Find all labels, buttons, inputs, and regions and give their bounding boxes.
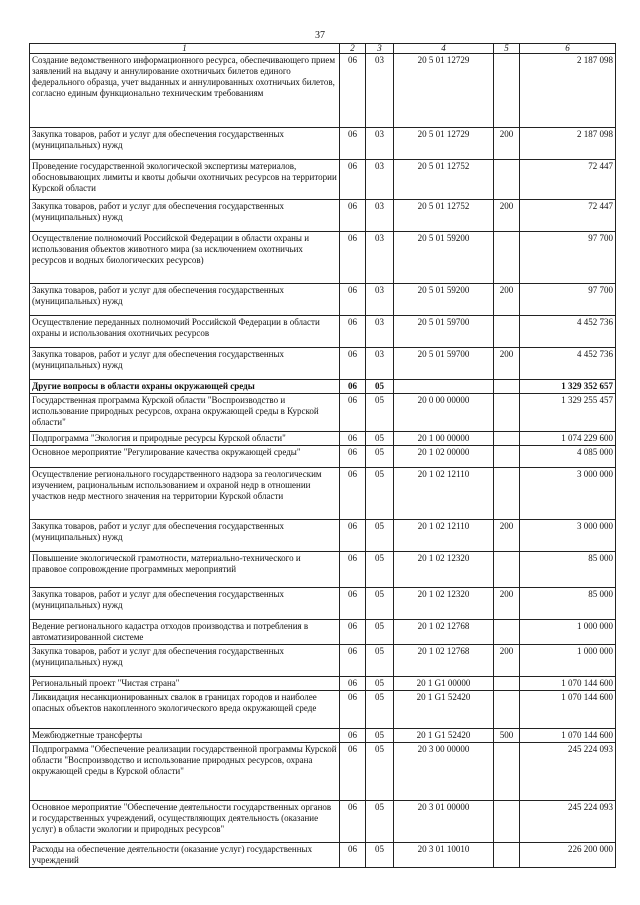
header-col-6: 6 <box>520 44 616 54</box>
row-subsection-cell: 05 <box>366 432 394 446</box>
header-col-5: 5 <box>494 44 520 54</box>
row-name-cell: Закупка товаров, работ и услуг для обеспечения государственных (муниципальных) нужд <box>30 645 340 677</box>
row-section-cell: 06 <box>340 380 366 394</box>
row-section-cell: 06 <box>340 520 366 552</box>
row-amount-cell: 2 187 098 <box>520 54 616 128</box>
row-subsection-cell: 03 <box>366 232 394 284</box>
row-target-article-cell: 20 5 01 59200 <box>394 284 494 316</box>
row-target-article-cell: 20 1 00 00000 <box>394 432 494 446</box>
row-subsection-cell: 03 <box>366 54 394 128</box>
table-row <box>30 801 616 843</box>
row-subsection-cell: 03 <box>366 348 394 380</box>
row-expense-type-cell: 200 <box>494 348 520 380</box>
row-name-cell: Закупка товаров, работ и услуг для обеспечения государственных (муниципальных) нужд <box>30 588 340 620</box>
row-name-cell: Региональный проект "Чистая страна" <box>30 677 340 691</box>
table-row <box>30 348 616 380</box>
row-expense-type-cell <box>494 380 520 394</box>
row-subsection-cell: 05 <box>366 520 394 552</box>
row-section-cell: 06 <box>340 691 366 729</box>
row-section-cell: 06 <box>340 743 366 801</box>
row-section-cell: 06 <box>340 128 366 160</box>
row-expense-type-cell <box>494 677 520 691</box>
row-target-article-cell <box>394 380 494 394</box>
row-name-cell: Основное мероприятие "Обеспечение деятельности государственных органов и государственных учреждений, осуществляющих деятельность (оказание услуг) в области экологии и природных ресурсов" <box>30 801 340 843</box>
row-amount-cell: 245 224 093 <box>520 801 616 843</box>
row-target-article-cell: 20 1 02 00000 <box>394 446 494 468</box>
row-subsection-cell: 05 <box>366 729 394 743</box>
row-target-article-cell: 20 3 01 00000 <box>394 801 494 843</box>
row-section-cell: 06 <box>340 552 366 588</box>
row-section-cell: 06 <box>340 232 366 284</box>
row-amount-cell: 1 000 000 <box>520 620 616 645</box>
row-amount-cell: 1 070 144 600 <box>520 691 616 729</box>
row-amount-cell: 4 452 736 <box>520 316 616 348</box>
table-row <box>30 54 616 128</box>
table-row <box>30 677 616 691</box>
row-name-cell: Подпрограмма "Обеспечение реализации государственной программы Курской области "Воспроизводство и использование природных ресурсов, охрана окружающей среды в Курской области" <box>30 743 340 801</box>
row-subsection-cell: 05 <box>366 645 394 677</box>
table-row <box>30 200 616 232</box>
row-name-cell: Закупка товаров, работ и услуг для обеспечения государственных (муниципальных) нужд <box>30 200 340 232</box>
row-target-article-cell: 20 5 01 12752 <box>394 200 494 232</box>
row-expense-type-cell <box>494 316 520 348</box>
row-expense-type-cell <box>494 54 520 128</box>
row-target-article-cell: 20 5 01 12752 <box>394 160 494 200</box>
row-amount-cell: 226 200 000 <box>520 843 616 868</box>
row-name-cell: Закупка товаров, работ и услуг для обеспечения государственных (муниципальных) нужд <box>30 284 340 316</box>
row-expense-type-cell: 200 <box>494 284 520 316</box>
row-target-article-cell: 20 3 00 00000 <box>394 743 494 801</box>
row-subsection-cell: 05 <box>366 743 394 801</box>
header-row <box>30 44 616 54</box>
row-name-cell: Создание ведомственного информационного ресурса, обеспечивающего прием заявлений на выдачу и аннулирование охотничьих билетов единого федерального образца, учет выданных и аннулированных охотничьих билетов, согласно единым функционально техническим требованиям <box>30 54 340 128</box>
row-subsection-cell: 03 <box>366 128 394 160</box>
header-col-4: 4 <box>394 44 494 54</box>
row-expense-type-cell <box>494 552 520 588</box>
row-amount-cell: 4 085 000 <box>520 446 616 468</box>
row-amount-cell: 3 000 000 <box>520 468 616 520</box>
row-amount-cell: 1 329 255 457 <box>520 394 616 432</box>
row-section-cell: 06 <box>340 394 366 432</box>
row-amount-cell: 97 700 <box>520 232 616 284</box>
row-name-cell: Ведение регионального кадастра отходов производства и потребления в автоматизированной системе <box>30 620 340 645</box>
row-subsection-cell: 05 <box>366 843 394 868</box>
row-expense-type-cell: 200 <box>494 520 520 552</box>
row-subsection-cell: 03 <box>366 284 394 316</box>
row-section-cell: 06 <box>340 54 366 128</box>
row-expense-type-cell <box>494 446 520 468</box>
row-section-cell: 06 <box>340 645 366 677</box>
row-subsection-cell: 03 <box>366 160 394 200</box>
row-amount-cell: 1 329 352 657 <box>520 380 616 394</box>
row-name-cell: Повышение экологической грамотности, материально-технического и правовое сопровождение программных мероприятий <box>30 552 340 588</box>
table-row <box>30 128 616 160</box>
row-expense-type-cell: 200 <box>494 200 520 232</box>
row-section-cell: 06 <box>340 801 366 843</box>
page-number: 37 <box>315 30 325 41</box>
table-row <box>30 380 616 394</box>
row-expense-type-cell <box>494 468 520 520</box>
row-subsection-cell: 05 <box>366 446 394 468</box>
table-row <box>30 729 616 743</box>
row-section-cell: 06 <box>340 588 366 620</box>
row-section-cell: 06 <box>340 284 366 316</box>
row-name-cell: Расходы на обеспечение деятельности (оказание услуг) государственных учреждений <box>30 843 340 868</box>
budget-table <box>29 43 616 868</box>
row-target-article-cell: 20 3 01 10010 <box>394 843 494 868</box>
row-name-cell: Другие вопросы в области охраны окружающей среды <box>30 380 340 394</box>
row-section-cell: 06 <box>340 160 366 200</box>
row-name-cell: Ликвидация несанкционированных свалок в границах городов и наиболее опасных объектов накопленного экологического вреда окружающей среде <box>30 691 340 729</box>
row-target-article-cell: 20 5 01 12729 <box>394 128 494 160</box>
row-expense-type-cell <box>494 843 520 868</box>
row-target-article-cell: 20 1 02 12768 <box>394 620 494 645</box>
table-row <box>30 620 616 645</box>
header-col-1: 1 <box>30 44 340 54</box>
table-row <box>30 160 616 200</box>
row-target-article-cell: 20 5 01 59700 <box>394 348 494 380</box>
row-subsection-cell: 05 <box>366 801 394 843</box>
row-amount-cell: 1 070 144 600 <box>520 677 616 691</box>
row-subsection-cell: 03 <box>366 316 394 348</box>
row-name-cell: Закупка товаров, работ и услуг для обеспечения государственных (муниципальных) нужд <box>30 520 340 552</box>
row-section-cell: 06 <box>340 348 366 380</box>
row-target-article-cell: 20 5 01 59200 <box>394 232 494 284</box>
row-section-cell: 06 <box>340 843 366 868</box>
row-amount-cell: 72 447 <box>520 160 616 200</box>
row-expense-type-cell: 500 <box>494 729 520 743</box>
row-section-cell: 06 <box>340 446 366 468</box>
table-row <box>30 691 616 729</box>
row-target-article-cell: 20 5 01 59700 <box>394 316 494 348</box>
table-row <box>30 232 616 284</box>
table-row <box>30 468 616 520</box>
row-subsection-cell: 05 <box>366 620 394 645</box>
row-subsection-cell: 05 <box>366 588 394 620</box>
row-expense-type-cell: 200 <box>494 645 520 677</box>
row-section-cell: 06 <box>340 316 366 348</box>
row-subsection-cell: 05 <box>366 380 394 394</box>
row-amount-cell: 1 070 144 600 <box>520 729 616 743</box>
header-col-3: 3 <box>366 44 394 54</box>
row-name-cell: Основное мероприятие "Регулирование качества окружающей среды" <box>30 446 340 468</box>
table-row <box>30 843 616 868</box>
table-row <box>30 743 616 801</box>
row-subsection-cell: 05 <box>366 691 394 729</box>
table-row <box>30 284 616 316</box>
row-amount-cell: 72 447 <box>520 200 616 232</box>
row-target-article-cell: 20 5 01 12729 <box>394 54 494 128</box>
row-amount-cell: 97 700 <box>520 284 616 316</box>
row-target-article-cell: 20 1 G1 52420 <box>394 691 494 729</box>
table-row <box>30 394 616 432</box>
row-expense-type-cell: 200 <box>494 128 520 160</box>
row-amount-cell: 245 224 093 <box>520 743 616 801</box>
table-row <box>30 645 616 677</box>
row-section-cell: 06 <box>340 677 366 691</box>
row-target-article-cell: 20 1 02 12110 <box>394 468 494 520</box>
row-section-cell: 06 <box>340 432 366 446</box>
row-expense-type-cell <box>494 232 520 284</box>
row-name-cell: Проведение государственной экологической экспертизы материалов, обосновывающих лимиты и квоты добычи охотничьих ресурсов на территории Курской области <box>30 160 340 200</box>
row-target-article-cell: 20 1 02 12320 <box>394 588 494 620</box>
row-expense-type-cell <box>494 691 520 729</box>
row-amount-cell: 85 000 <box>520 552 616 588</box>
row-amount-cell: 1 000 000 <box>520 645 616 677</box>
row-target-article-cell: 20 0 00 00000 <box>394 394 494 432</box>
row-subsection-cell: 03 <box>366 200 394 232</box>
row-amount-cell: 2 187 098 <box>520 128 616 160</box>
row-expense-type-cell <box>494 801 520 843</box>
table-row <box>30 520 616 552</box>
row-expense-type-cell <box>494 620 520 645</box>
row-expense-type-cell: 200 <box>494 588 520 620</box>
row-name-cell: Осуществление регионального государственного надзора за геологическим изучением, рациональным использованием и охраной недр в отношении участков недр местного значения на территории Курской области <box>30 468 340 520</box>
header-col-2: 2 <box>340 44 366 54</box>
row-name-cell: Межбюджетные трансферты <box>30 729 340 743</box>
row-subsection-cell: 05 <box>366 552 394 588</box>
row-expense-type-cell <box>494 432 520 446</box>
row-name-cell: Государственная программа Курской области "Воспроизводство и использование природных ресурсов, охрана окружающей среды в Курской области" <box>30 394 340 432</box>
row-target-article-cell: 20 1 02 12320 <box>394 552 494 588</box>
row-target-article-cell: 20 1 02 12768 <box>394 645 494 677</box>
row-section-cell: 06 <box>340 468 366 520</box>
row-subsection-cell: 05 <box>366 394 394 432</box>
row-name-cell: Осуществление полномочий Российской Федерации в области охраны и использования объектов животного мира (за исключением охотничьих ресурсов и водных биологических ресурсов) <box>30 232 340 284</box>
row-target-article-cell: 20 1 G1 52420 <box>394 729 494 743</box>
row-target-article-cell: 20 1 G1 00000 <box>394 677 494 691</box>
table-row <box>30 446 616 468</box>
row-section-cell: 06 <box>340 620 366 645</box>
table-body <box>30 54 616 868</box>
row-amount-cell: 3 000 000 <box>520 520 616 552</box>
row-section-cell: 06 <box>340 729 366 743</box>
row-subsection-cell: 05 <box>366 468 394 520</box>
row-name-cell: Осуществление переданных полномочий Российской Федерации в области охраны и использования охотничьих ресурсов <box>30 316 340 348</box>
row-amount-cell: 1 074 229 600 <box>520 432 616 446</box>
row-amount-cell: 4 452 736 <box>520 348 616 380</box>
table-row <box>30 432 616 446</box>
table-row <box>30 316 616 348</box>
row-target-article-cell: 20 1 02 12110 <box>394 520 494 552</box>
row-amount-cell: 85 000 <box>520 588 616 620</box>
row-section-cell: 06 <box>340 200 366 232</box>
table-row <box>30 588 616 620</box>
row-name-cell: Закупка товаров, работ и услуг для обеспечения государственных (муниципальных) нужд <box>30 348 340 380</box>
row-name-cell: Закупка товаров, работ и услуг для обеспечения государственных (муниципальных) нужд <box>30 128 340 160</box>
row-name-cell: Подпрограмма "Экология и природные ресурсы Курской области" <box>30 432 340 446</box>
row-expense-type-cell <box>494 743 520 801</box>
row-expense-type-cell <box>494 394 520 432</box>
table-row <box>30 552 616 588</box>
row-subsection-cell: 05 <box>366 677 394 691</box>
row-expense-type-cell <box>494 160 520 200</box>
